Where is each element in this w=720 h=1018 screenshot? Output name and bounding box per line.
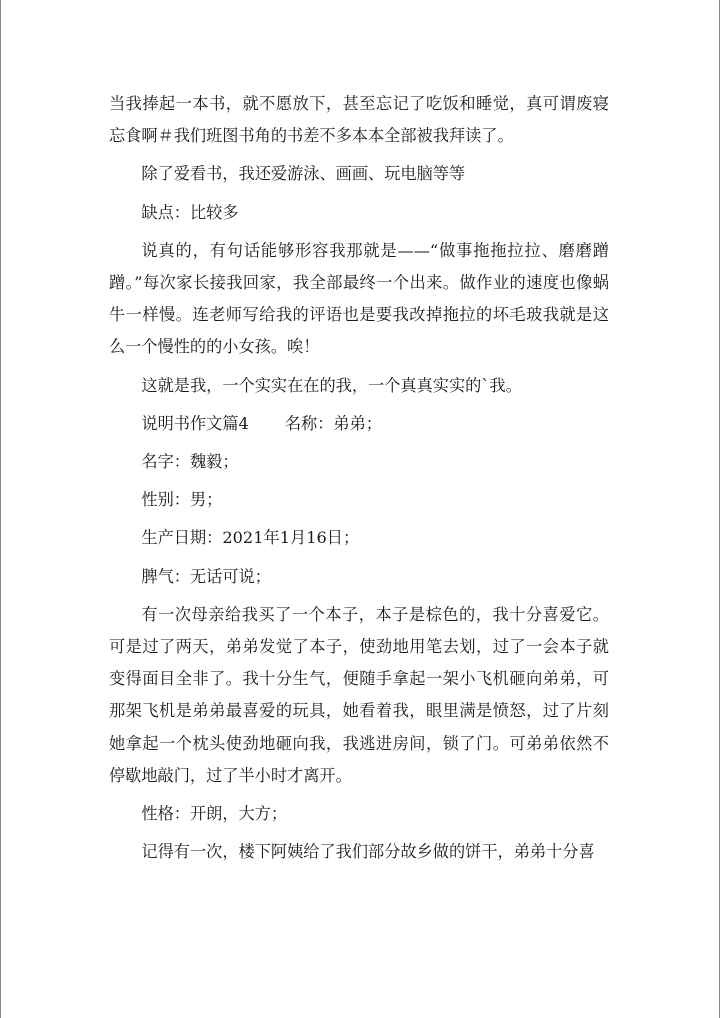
section-heading-line [109,408,609,440]
paragraph-conclusion: 这就是我，一个实实在在的我，一个真真实实的`我。 [141,375,522,395]
field-given-name: 名字：魏毅； [141,452,239,472]
paragraph-reading: 当我捧起一本书，就不愿放下，甚至忘记了吃饭和睡觉，真可谓废寝忘食啊＃我们班图书角的书差不多本本全部被我拜读了。 [109,94,609,146]
paragraph-shortcomings: 缺点：比较多 [141,202,239,222]
field-production-date: 生产日期：2021年1月16日； [141,528,360,548]
field-name: 名称：弟弟； [284,413,382,433]
document-body [109,88,609,874]
page-left-border [0,0,1,1018]
paragraph-slowness: 说真的，有句话能够形容我那就是——“做事拖拖拉拉、磨磨蹭蹭。”每次家长接我回家，我全部最终一个出来。做作业的速度也像蜗牛一样慢。连老师写给我的评语也是要我改掉拖拉的坏毛玻我就是这么一个慢性的的小女孩。唉！ [109,240,609,357]
section-title: 说明书作文篇4 [141,413,249,433]
field-personality: 性格：开朗，大方； [141,804,288,824]
field-gender: 性别：男； [141,490,223,510]
paragraph-biscuits: 记得有一次，楼下阿姨给了我们部分故乡做的饼干，弟弟十分喜 [141,842,595,862]
paragraph-notebook-story: 有一次母亲给我买了一个本子，本子是棕色的，我十分喜爱它。可是过了两天，弟弟发觉了本子，使劲地用笔去划，过了一会本子就变得面目全非了。我十分生气，便随手拿起一架小飞机砸向弟弟，可那架飞机是弟弟最喜爱的玩具，她看着我，眼里满是愤怒，过了片刻她拿起一个枕头使劲地砸向我，我逃进房间，锁了门。可弟弟依然不停歇地敲门，过了半小时才离开。 [109,604,609,785]
paragraph-hobbies: 除了爱看书，我还爱游泳、画画、玩电脑等等 [141,164,466,184]
field-temper: 脾气：无话可说； [141,566,271,586]
